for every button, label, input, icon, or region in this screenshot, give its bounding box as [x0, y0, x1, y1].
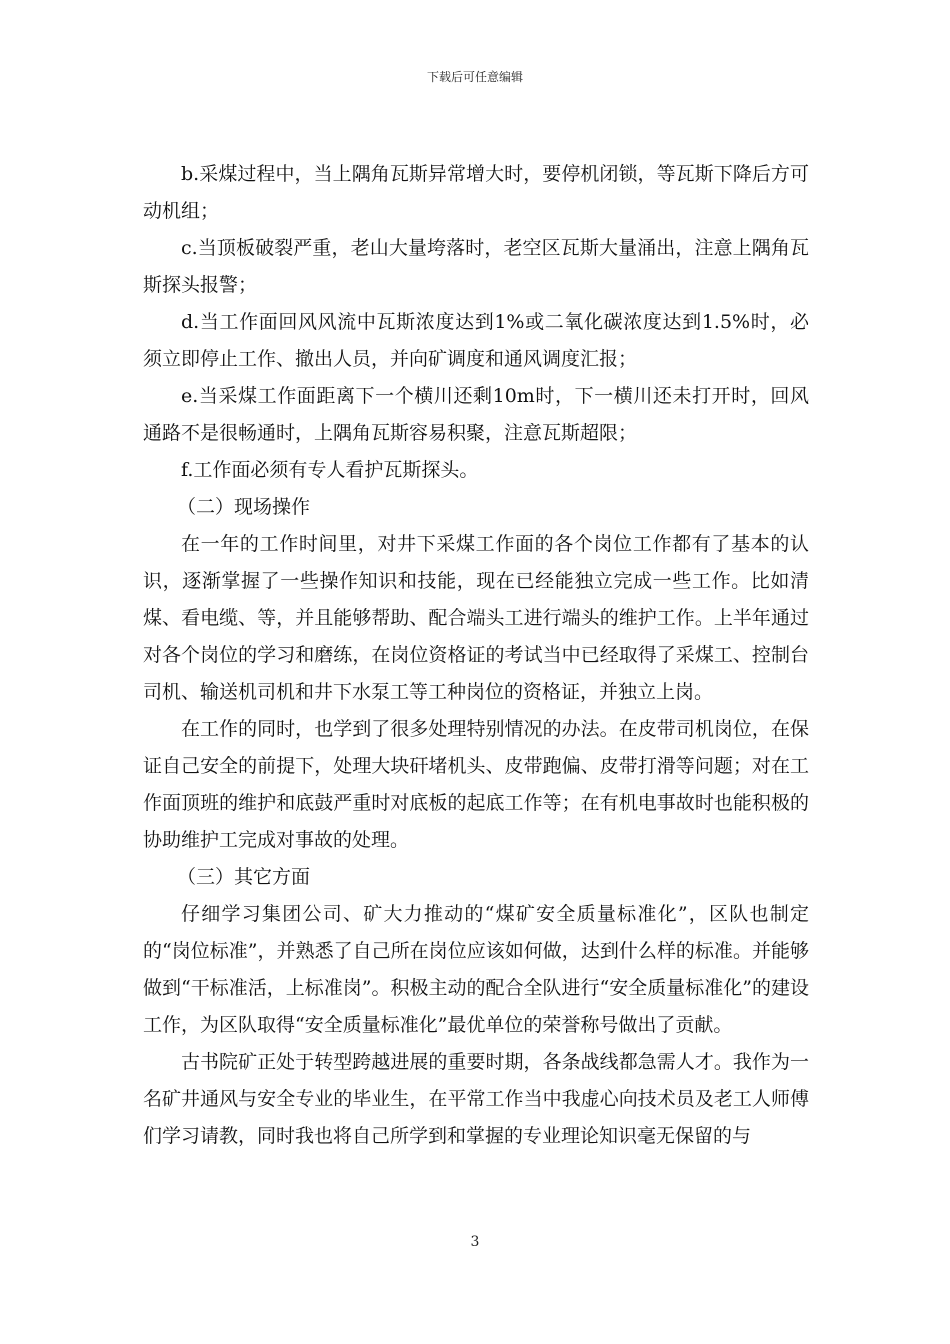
paragraph-other-2: 古书院矿正处于转型跨越进展的重要时期，各条战线都急需人才。我作为一名矿井通风与安全专业的毕业生，在平常工作当中我虚心向技术员及老工人师傅们学习请教，同时我也将自己所学到和掌握的专业理论知识毫无保留的与 — [143, 1051, 809, 1147]
paragraph-other-1: 仔细学习集团公司、矿大力推动的“煤矿安全质量标准化”，区队也制定的“岗位标准”，并熟悉了自己所在岗位应该如何做，达到什么样的标准。并能够做到“干标准活，上标准岗”。积极主动的配合全队进行“安全质量标准化”的建设工作，为区队取得“安全质量标准化”最优单位的荣誉称号做出了贡献。 — [143, 903, 809, 1036]
section-heading-other-aspects: （三）其它方面 — [177, 866, 311, 888]
paragraph-b: b.采煤过程中，当上隅角瓦斯异常增大时，要停机闭锁，等瓦斯下降后方可动机组； — [143, 163, 809, 222]
paragraph-c: c.当顶板破裂严重，老山大量垮落时，老空区瓦斯大量涌出，注意上隅角瓦斯探头报警； — [143, 237, 809, 296]
document-body — [143, 156, 809, 1155]
paragraph-d: d.当工作面回风风流中瓦斯浓度达到1%或二氧化碳浓度达到1.5%时，必须立即停止工作、撤出人员，并向矿调度和通风调度汇报； — [143, 311, 809, 370]
paragraph-e: e.当采煤工作面距离下一个横川还剩10m时，下一横川还未打开时，回风通路不是很畅通时，上隅角瓦斯容易积聚，注意瓦斯超限； — [143, 385, 809, 444]
paragraph-f: f.工作面必须有专人看护瓦斯探头。 — [181, 459, 479, 481]
page-header: 下载后可任意编辑 — [426, 70, 523, 84]
page-number: 3 — [470, 1234, 480, 1250]
section-heading-onsite-operation: （二）现场操作 — [177, 496, 311, 518]
paragraph-onsite-2: 在工作的同时，也学到了很多处理特别情况的办法。在皮带司机岗位，在保证自己安全的前提下，处理大块矸堵机头、皮带跑偏、皮带打滑等问题；对在工作面顶班的维护和底鼓严重时对底板的起底工作等；在有机电事故时也能积极的协助维护工完成对事故的处理。 — [143, 718, 809, 851]
paragraph-onsite-1: 在一年的工作时间里，对井下采煤工作面的各个岗位工作都有了基本的认识，逐渐掌握了一些操作知识和技能，现在已经能独立完成一些工作。比如清煤、看电缆、等，并且能够帮助、配合端头工进行端头的维护工作。上半年通过对各个岗位的学习和磨练，在岗位资格证的考试当中已经取得了采煤工、控制台司机、输送机司机和井下水泵工等工种岗位的资格证，并独立上岗。 — [143, 533, 809, 703]
